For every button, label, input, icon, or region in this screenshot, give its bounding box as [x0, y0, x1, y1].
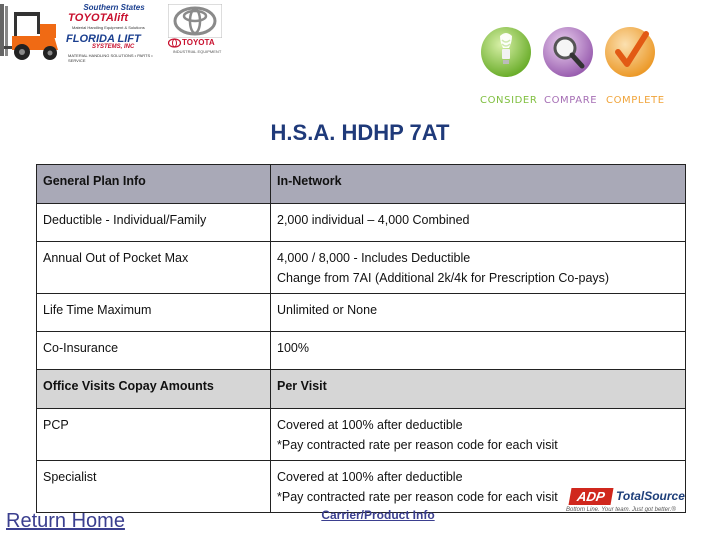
table-cell-label: Deductible - Individual/Family — [37, 204, 271, 242]
table-cell-value: Unlimited or None — [271, 294, 686, 332]
adp-logo-mark: ADP — [569, 488, 614, 505]
logo-text: Southern States — [83, 3, 145, 12]
toyota-small-emblem-icon — [168, 38, 181, 48]
table-cell-label: Annual Out of Pocket Max — [37, 242, 271, 294]
table-cell-value — [271, 242, 686, 294]
table-cell-line: Change from 7AI (Additional 2k/4k for Prescription Co-pays) — [277, 271, 610, 285]
adp-logo-text: TotalSource — [616, 489, 685, 503]
step-complete-label: COMPLETE — [606, 95, 665, 106]
logo-text: FLORIDA LIFT — [66, 33, 141, 45]
table-row — [37, 332, 686, 370]
table-cell-label: Office Visits Copay Amounts — [37, 370, 271, 409]
table-cell-value — [271, 409, 686, 461]
magnifier-icon — [540, 24, 596, 80]
lightbulb-icon — [478, 24, 534, 80]
table-cell-label: General Plan Info — [37, 165, 271, 204]
toyota-industrial-logo — [166, 38, 224, 60]
step-consider-label: CONSIDER — [480, 95, 538, 106]
table-row — [37, 294, 686, 332]
table-subheader-row — [37, 370, 686, 409]
table-cell-value: 2,000 individual – 4,000 Combined — [271, 204, 686, 242]
consider-compare-complete-steps — [478, 24, 665, 108]
logo-text: INDUSTRIAL EQUIPMENT — [172, 49, 222, 54]
adp-totalsource-logo — [562, 488, 692, 518]
table-cell-label: PCP — [37, 409, 271, 461]
plan-info-table — [36, 164, 686, 513]
adp-tagline: Bottom Line. Your team. Just got better.® — [566, 507, 676, 513]
logo-text: MATERIAL HANDLING SOLUTIONS • PARTS • SERVICE — [68, 53, 153, 63]
table-cell-value: Per Visit — [271, 370, 686, 409]
table-row — [37, 409, 686, 461]
table-cell-label: Life Time Maximum — [37, 294, 271, 332]
logo-text: Material Handling Equipment & Solutions — [72, 25, 145, 30]
logo-text: TOYOTA — [182, 38, 215, 47]
step-compare-label: COMPARE — [544, 95, 598, 106]
florida-lift-logo — [66, 33, 162, 61]
table-cell-line: *Pay contracted rate per reason code for each visit — [277, 490, 558, 504]
return-home-link[interactable]: Return Home — [6, 510, 125, 532]
company-logos — [0, 0, 226, 64]
southern-states-logo — [66, 3, 162, 33]
table-cell-value: In-Network — [271, 165, 686, 204]
table-cell-label: Specialist — [37, 461, 271, 513]
toyota-emblem-icon — [168, 4, 222, 38]
forklift-icon — [0, 2, 62, 62]
table-cell-value: 100% — [271, 332, 686, 370]
table-cell-line: Covered at 100% after deductible — [277, 470, 463, 484]
logo-text: TOYOTAlift — [68, 12, 129, 24]
page-title: H.S.A. HDHP 7AT — [270, 120, 450, 145]
logo-text: SYSTEMS, INC — [92, 44, 135, 50]
table-cell-label: Co-Insurance — [37, 332, 271, 370]
table-header-row — [37, 165, 686, 204]
table-cell-line: *Pay contracted rate per reason code for each visit — [277, 438, 558, 452]
carrier-product-info-link[interactable]: Carrier/Product Info — [321, 508, 435, 522]
table-cell-line: 4,000 / 8,000 - Includes Deductible — [277, 251, 471, 265]
checkmark-icon — [602, 24, 658, 80]
table-row — [37, 204, 686, 242]
table-row — [37, 242, 686, 294]
table-cell-line: Covered at 100% after deductible — [277, 418, 463, 432]
